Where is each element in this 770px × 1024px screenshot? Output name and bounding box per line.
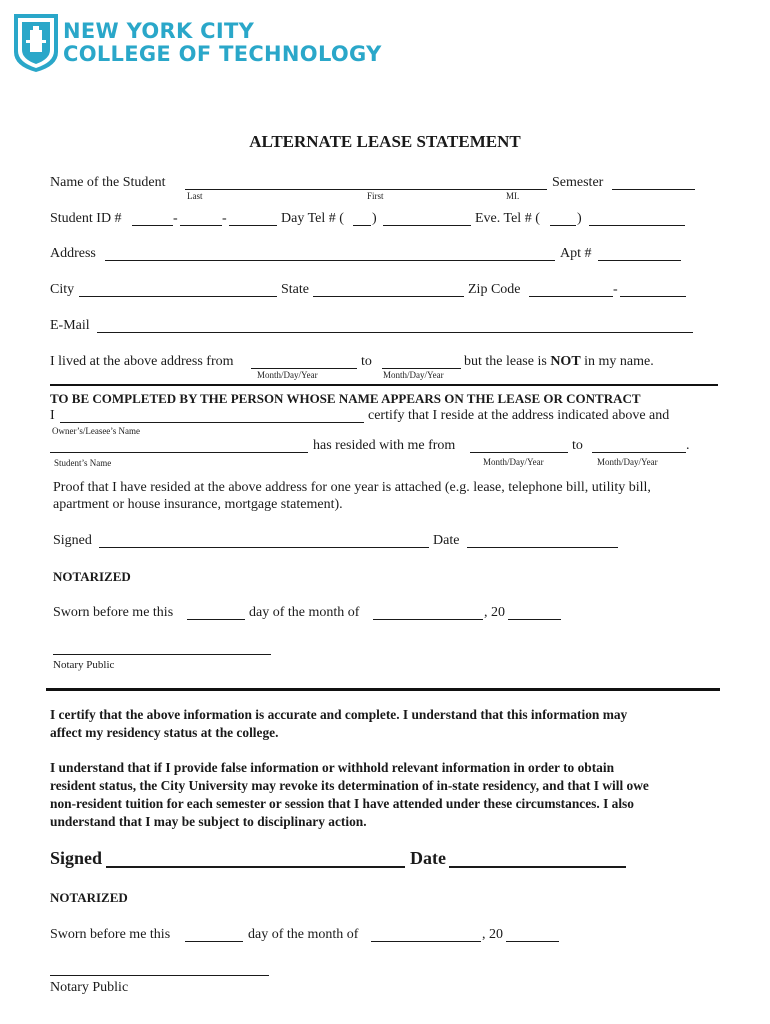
cert-para1-line2: affect my residency status at the college. bbox=[50, 725, 279, 740]
notary-label: Notary Public bbox=[53, 659, 115, 671]
final-date-label: Date bbox=[410, 848, 446, 868]
student-id-part3[interactable] bbox=[229, 225, 277, 226]
cert-para2-line4: understand that I may be subject to disciplinary action. bbox=[50, 814, 367, 829]
cert-para1-line1: I certify that the above information is accurate and complete. I understand that this information may bbox=[50, 707, 628, 722]
notary-signature-field[interactable] bbox=[53, 654, 271, 655]
cert-para2-line1: I understand that if I provide false information or withhold relevant information in order to obtain bbox=[50, 760, 615, 775]
semester-label: Semester bbox=[552, 175, 604, 190]
paren: ) bbox=[372, 211, 377, 226]
day-tel-area-field[interactable] bbox=[353, 225, 371, 226]
owner-name-field[interactable] bbox=[60, 422, 364, 423]
final-notarized-heading: NOTARIZED bbox=[50, 890, 128, 905]
brand-line-2: COLLEGE OF TECHNOLOGY bbox=[63, 42, 382, 66]
signed-label: Signed bbox=[53, 533, 92, 548]
semester-field[interactable] bbox=[612, 189, 695, 190]
resided-from-field[interactable] bbox=[470, 452, 568, 453]
date-hint: Month/Day/Year bbox=[597, 457, 658, 467]
proof-text-1: Proof that I have resided at the above address for one year is attached (e.g. lease, telephone bill, utility bill, bbox=[53, 480, 651, 495]
id-dash: - bbox=[173, 211, 178, 226]
zip-dash: - bbox=[613, 282, 618, 297]
resided-to-field[interactable] bbox=[592, 452, 686, 453]
final-sworn-year-label: , 20 bbox=[482, 927, 503, 942]
student-hint: Student’s Name bbox=[54, 458, 112, 468]
lived-prefix: I lived at the above address from bbox=[50, 354, 234, 369]
day-tel-field[interactable] bbox=[383, 225, 471, 226]
sworn-month-field[interactable] bbox=[373, 619, 483, 620]
last-hint: Last bbox=[187, 191, 203, 201]
final-sworn-mid: day of the month of bbox=[248, 927, 359, 942]
email-field[interactable] bbox=[97, 332, 693, 333]
section-divider bbox=[50, 384, 718, 386]
student-name-owner-field[interactable] bbox=[50, 452, 308, 453]
resided-to-label: to bbox=[572, 438, 583, 453]
student-id-part1[interactable] bbox=[132, 225, 173, 226]
email-label: E-Mail bbox=[50, 318, 90, 333]
eve-tel-area-field[interactable] bbox=[550, 225, 576, 226]
state-field[interactable] bbox=[313, 296, 464, 297]
sworn-mid: day of the month of bbox=[249, 605, 360, 620]
owner-hint: Owner’s/Leasee’s Name bbox=[52, 426, 141, 436]
name-label: Name of the Student bbox=[50, 175, 166, 190]
lived-suffix: but the lease is NOT in my name. bbox=[464, 354, 654, 369]
brand-line-1: NEW YORK CITY bbox=[63, 19, 255, 43]
section-divider bbox=[46, 688, 720, 691]
final-sworn-year-field[interactable] bbox=[506, 941, 559, 942]
proof-text-2: apartment or house insurance, mortgage statement). bbox=[53, 497, 343, 512]
lived-to-field[interactable] bbox=[382, 368, 461, 369]
student-name-field[interactable] bbox=[185, 189, 547, 190]
lived-from-field[interactable] bbox=[251, 368, 357, 369]
final-notary-signature-field[interactable] bbox=[50, 975, 269, 976]
address-field[interactable] bbox=[105, 260, 555, 261]
final-sworn-prefix: Sworn before me this bbox=[50, 927, 171, 942]
owner-signature-field[interactable] bbox=[99, 547, 429, 548]
zip-field[interactable] bbox=[529, 296, 613, 297]
date-hint: Month/Day/Year bbox=[257, 370, 318, 380]
final-sworn-month-field[interactable] bbox=[371, 941, 481, 942]
cert-para2-line2: resident status, the City University may revoke its determination of in-state residency, and that I will owe bbox=[50, 778, 649, 793]
sworn-year-label: , 20 bbox=[484, 605, 505, 620]
college-seal-logo bbox=[12, 12, 60, 74]
apt-label: Apt # bbox=[560, 246, 592, 261]
owner-i-label: I bbox=[50, 408, 55, 423]
final-notary-label: Notary Public bbox=[50, 980, 129, 995]
lived-to-label: to bbox=[361, 354, 372, 369]
notarized-heading: NOTARIZED bbox=[53, 569, 131, 584]
zip-label: Zip Code bbox=[468, 282, 521, 297]
date-hint: Month/Day/Year bbox=[383, 370, 444, 380]
final-sworn-day-field[interactable] bbox=[185, 941, 243, 942]
sworn-day-field[interactable] bbox=[187, 619, 245, 620]
date-hint: Month/Day/Year bbox=[483, 457, 544, 467]
mi-hint: MI. bbox=[506, 191, 520, 201]
eve-tel-field[interactable] bbox=[589, 225, 685, 226]
final-date-field[interactable] bbox=[449, 866, 626, 868]
zip-ext-field[interactable] bbox=[620, 296, 686, 297]
address-label: Address bbox=[50, 246, 96, 261]
certify-text: certify that I reside at the address indicated above and bbox=[368, 408, 670, 423]
state-label: State bbox=[281, 282, 309, 297]
student-id-label: Student ID # bbox=[50, 211, 122, 226]
city-label: City bbox=[50, 282, 75, 297]
final-signature-field[interactable] bbox=[106, 866, 405, 868]
owner-heading: TO BE COMPLETED BY THE PERSON WHOSE NAME APPEARS ON THE LEASE OR CONTRACT bbox=[50, 391, 641, 406]
period: . bbox=[686, 438, 690, 453]
owner-date-field[interactable] bbox=[467, 547, 618, 548]
cert-para2-line3: non-resident tuition for each semester or session that I have attended under these circumstances. I also bbox=[50, 796, 634, 811]
page-title: ALTERNATE LEASE STATEMENT bbox=[249, 132, 521, 151]
student-id-part2[interactable] bbox=[180, 225, 222, 226]
sworn-year-field[interactable] bbox=[508, 619, 561, 620]
city-field[interactable] bbox=[79, 296, 277, 297]
paren: ) bbox=[577, 211, 582, 226]
day-tel-label: Day Tel # ( bbox=[281, 211, 344, 226]
apt-field[interactable] bbox=[598, 260, 681, 261]
eve-tel-label: Eve. Tel # ( bbox=[475, 211, 540, 226]
sworn-prefix: Sworn before me this bbox=[53, 605, 174, 620]
resided-text: has resided with me from bbox=[313, 438, 456, 453]
final-signed-label: Signed bbox=[50, 848, 103, 868]
date-label: Date bbox=[433, 533, 460, 548]
id-dash: - bbox=[222, 211, 227, 226]
first-hint: First bbox=[367, 191, 384, 201]
